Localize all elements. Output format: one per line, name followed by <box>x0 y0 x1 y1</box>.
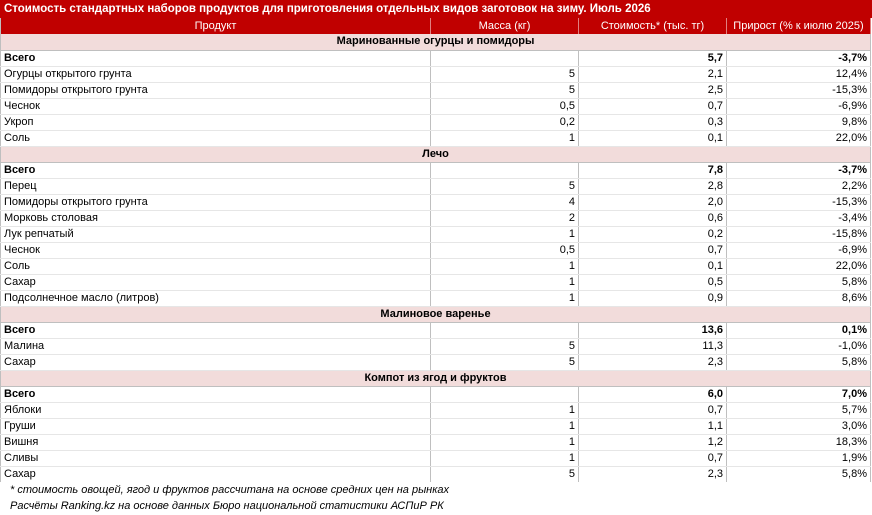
source-note: Расчёты Ranking.kz на основе данных Бюро национальной статистики АСПиР РК <box>10 500 444 512</box>
section-title: Маринованные огурцы и помидоры <box>1 34 871 50</box>
cell-growth: 9,8% <box>727 114 871 130</box>
cell-mass: 1 <box>431 434 579 450</box>
cell-product: Всего <box>1 322 431 338</box>
table-row <box>1 338 871 354</box>
total-row <box>1 386 871 402</box>
cell-product: Сахар <box>1 354 431 370</box>
table-row <box>1 226 871 242</box>
cell-cost: 0,7 <box>579 242 727 258</box>
cell-product: Сливы <box>1 450 431 466</box>
cell-growth: 7,0% <box>727 386 871 402</box>
cell-mass: 1 <box>431 402 579 418</box>
cell-product: Всего <box>1 50 431 66</box>
cell-cost: 0,6 <box>579 210 727 226</box>
cell-growth: 1,9% <box>727 450 871 466</box>
col-header-mass: Масса (кг) <box>431 18 579 34</box>
cell-product: Всего <box>1 162 431 178</box>
cell-product: Груши <box>1 418 431 434</box>
table-row <box>1 466 871 482</box>
section-title: Лечо <box>1 146 871 162</box>
cell-mass: 5 <box>431 466 579 482</box>
cell-growth: -15,3% <box>727 82 871 98</box>
cell-growth: -15,3% <box>727 194 871 210</box>
cell-mass: 1 <box>431 418 579 434</box>
cell-growth: 5,8% <box>727 466 871 482</box>
cell-cost: 0,7 <box>579 98 727 114</box>
cell-cost: 13,6 <box>579 322 727 338</box>
cell-cost: 0,3 <box>579 114 727 130</box>
section-row <box>1 34 871 50</box>
cell-growth: 22,0% <box>727 258 871 274</box>
cell-cost: 2,3 <box>579 466 727 482</box>
table-title: Стоимость стандартных наборов продуктов для приготовления отдельных видов заготовок на зиму. Июль 2026 <box>0 0 872 18</box>
cell-cost: 0,7 <box>579 450 727 466</box>
cell-product: Малина <box>1 338 431 354</box>
cell-mass: 0,5 <box>431 98 579 114</box>
table-row <box>1 242 871 258</box>
cell-cost: 0,2 <box>579 226 727 242</box>
cell-growth: 12,4% <box>727 66 871 82</box>
cell-mass <box>431 50 579 66</box>
header-row <box>1 18 871 34</box>
cell-cost: 0,9 <box>579 290 727 306</box>
cell-product: Сахар <box>1 274 431 290</box>
products-table <box>0 18 871 483</box>
cell-cost: 6,0 <box>579 386 727 402</box>
cell-product: Помидоры открытого грунта <box>1 82 431 98</box>
section-title: Компот из ягод и фруктов <box>1 370 871 386</box>
cell-growth: 22,0% <box>727 130 871 146</box>
col-header-product: Продукт <box>1 18 431 34</box>
cell-growth: 5,8% <box>727 354 871 370</box>
cell-cost: 5,7 <box>579 50 727 66</box>
table-row <box>1 418 871 434</box>
cell-cost: 11,3 <box>579 338 727 354</box>
cell-product: Подсолнечное масло (литров) <box>1 290 431 306</box>
cell-mass <box>431 322 579 338</box>
total-row <box>1 162 871 178</box>
cell-cost: 2,3 <box>579 354 727 370</box>
table-header <box>1 18 871 34</box>
notes <box>0 482 872 515</box>
cell-product: Помидоры открытого грунта <box>1 194 431 210</box>
cell-growth: 5,8% <box>727 274 871 290</box>
section-row <box>1 306 871 322</box>
cell-growth: -1,0% <box>727 338 871 354</box>
cell-product: Соль <box>1 258 431 274</box>
cell-growth: 18,3% <box>727 434 871 450</box>
table-row <box>1 130 871 146</box>
cell-product: Всего <box>1 386 431 402</box>
cell-growth: 8,6% <box>727 290 871 306</box>
total-row <box>1 50 871 66</box>
cell-cost: 2,8 <box>579 178 727 194</box>
cell-mass: 1 <box>431 290 579 306</box>
cell-growth: -15,8% <box>727 226 871 242</box>
cell-cost: 0,5 <box>579 274 727 290</box>
table-row <box>1 402 871 418</box>
cell-product: Морковь столовая <box>1 210 431 226</box>
cell-mass: 5 <box>431 178 579 194</box>
footnote: * стоимость овощей, ягод и фруктов рассчитана на основе средних цен на рынках <box>10 484 450 496</box>
cell-cost: 1,2 <box>579 434 727 450</box>
cell-product: Чеснок <box>1 242 431 258</box>
cell-product: Яблоки <box>1 402 431 418</box>
table-row <box>1 210 871 226</box>
cell-mass: 5 <box>431 82 579 98</box>
cell-mass: 4 <box>431 194 579 210</box>
table-row <box>1 434 871 450</box>
col-header-cost: Стоимость* (тыс. тг) <box>579 18 727 34</box>
cell-mass: 1 <box>431 258 579 274</box>
cell-product: Огурцы открытого грунта <box>1 66 431 82</box>
cell-growth: -6,9% <box>727 242 871 258</box>
table-row <box>1 354 871 370</box>
cell-mass <box>431 386 579 402</box>
table-row <box>1 114 871 130</box>
table-row <box>1 258 871 274</box>
cell-product: Укроп <box>1 114 431 130</box>
section-title: Малиновое варенье <box>1 306 871 322</box>
cell-mass: 0,2 <box>431 114 579 130</box>
cell-growth: -6,9% <box>727 98 871 114</box>
cell-product: Лук репчатый <box>1 226 431 242</box>
table-row <box>1 274 871 290</box>
cell-growth: 5,7% <box>727 402 871 418</box>
cell-product: Сахар <box>1 466 431 482</box>
table-row <box>1 194 871 210</box>
cell-mass: 1 <box>431 450 579 466</box>
table-row <box>1 178 871 194</box>
cell-growth: 2,2% <box>727 178 871 194</box>
cell-cost: 2,1 <box>579 66 727 82</box>
cell-cost: 2,0 <box>579 194 727 210</box>
cell-product: Вишня <box>1 434 431 450</box>
cell-growth: -3,7% <box>727 162 871 178</box>
cell-growth: 0,1% <box>727 322 871 338</box>
table-row <box>1 98 871 114</box>
cell-mass: 1 <box>431 274 579 290</box>
table-row <box>1 290 871 306</box>
cell-growth: -3,4% <box>727 210 871 226</box>
col-header-growth: Прирост (% к июлю 2025) <box>727 18 871 34</box>
cell-product: Перец <box>1 178 431 194</box>
table-row <box>1 82 871 98</box>
cell-cost: 0,7 <box>579 402 727 418</box>
cell-mass: 5 <box>431 66 579 82</box>
cell-mass <box>431 162 579 178</box>
cell-mass: 2 <box>431 210 579 226</box>
cell-product: Соль <box>1 130 431 146</box>
cell-cost: 0,1 <box>579 258 727 274</box>
section-row <box>1 370 871 386</box>
table-body <box>1 34 871 482</box>
cell-cost: 1,1 <box>579 418 727 434</box>
cell-mass: 5 <box>431 354 579 370</box>
cell-cost: 7,8 <box>579 162 727 178</box>
total-row <box>1 322 871 338</box>
section-row <box>1 146 871 162</box>
cell-product: Чеснок <box>1 98 431 114</box>
cell-mass: 1 <box>431 130 579 146</box>
cell-mass: 5 <box>431 338 579 354</box>
cell-growth: 3,0% <box>727 418 871 434</box>
cell-growth: -3,7% <box>727 50 871 66</box>
cell-mass: 1 <box>431 226 579 242</box>
cell-cost: 2,5 <box>579 82 727 98</box>
table-row <box>1 66 871 82</box>
cell-mass: 0,5 <box>431 242 579 258</box>
table-row <box>1 450 871 466</box>
cell-cost: 0,1 <box>579 130 727 146</box>
